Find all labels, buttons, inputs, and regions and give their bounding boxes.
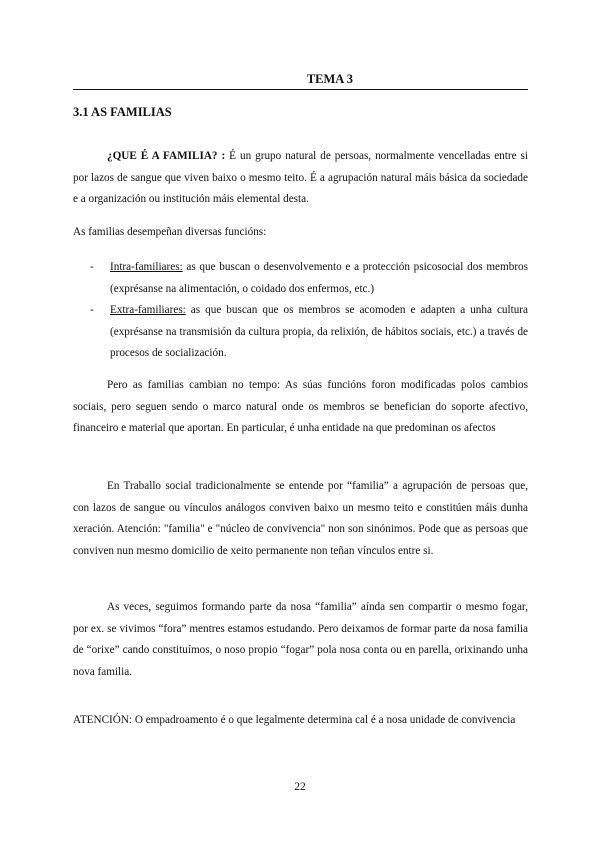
intro-question: ¿QUE É A FAMILIA? : (107, 150, 226, 162)
attention-note-text: ATENCIÓN: O empadroamento é o que legalmente determina cal é a nosa unidade de convivencia (73, 714, 516, 726)
functions-intro (73, 222, 528, 244)
intro-answer: É un grupo natural de persoas, normalmente vencelladas entre si por lazos de sangue que viven baixo o mesmo teito. É a agrupación natural máis básica da sociedade e a organización ou institución máis elemental desta. (73, 150, 528, 205)
functions-intro-text: As familias desempeñan diversas funcións: (73, 226, 267, 238)
functions-list (73, 257, 528, 365)
header-rule (73, 89, 528, 90)
intro-paragraph (73, 146, 528, 211)
list-dash: - (90, 304, 94, 316)
chapter-title-text: TEMA 3 (306, 72, 353, 86)
body-paragraph (73, 476, 528, 562)
section-heading: 3.1 AS FAMILIAS (73, 105, 172, 119)
list-item-label: Extra-familiares: (110, 304, 186, 316)
paragraph-text: Pero as familias cambian no tempo: As súas funcións foron modificadas polos cambios sociais, pero seguen sendo o marco natural onde os membros se benefician do soporte afectivo, financeiro e material que aportan. En particular, é unha entidade na que predominan os afectos (73, 379, 528, 434)
body-paragraph (73, 597, 528, 683)
list-item-text: as que buscan que os membros se acomoden e adapten a unha cultura (exprésanse na transmisión da cultura propia, da relixión, de hábitos sociais, etc.) a través de procesos de socialización. (110, 304, 528, 359)
list-item-label: Intra-familiares: (110, 261, 183, 273)
list-item (73, 300, 528, 365)
body-paragraph (73, 375, 528, 440)
paragraph-text: As veces, seguimos formando parte da nosa “familia” aínda sen compartir o mesmo fogar, por ex. se vivimos “fora” mentres estamos estudando. Pero deixamos de formar parte da nosa familia de “orixe” cando constituímos, o noso propio “fogar” pola nosa conta ou en parella, orixinando unha nova familia. (73, 601, 528, 678)
attention-note (73, 710, 528, 732)
list-item-text: as que buscan o desenvolvemento e a protección psicosocial dos membros (exprésanse na alimentación, o coidado dos enfermos, etc.) (110, 261, 528, 295)
chapter-title (73, 72, 528, 87)
page-number: 22 (294, 781, 306, 793)
list-dash: - (90, 261, 94, 273)
paragraph-text: En Traballo social tradicionalmente se entende por “familia” a agrupación de persoas que, con lazos de sangue ou vínculos análogos conviven baixo un mesmo teito e constitúen máis dunha xeración. Atención: "familia" e "núcleo de convivencia" non son sinónimos. Pode que as persoas que conviven nun mesmo domicilio de xeito permanente non teñan vínculos entre si. (73, 480, 528, 557)
list-item (73, 257, 528, 300)
